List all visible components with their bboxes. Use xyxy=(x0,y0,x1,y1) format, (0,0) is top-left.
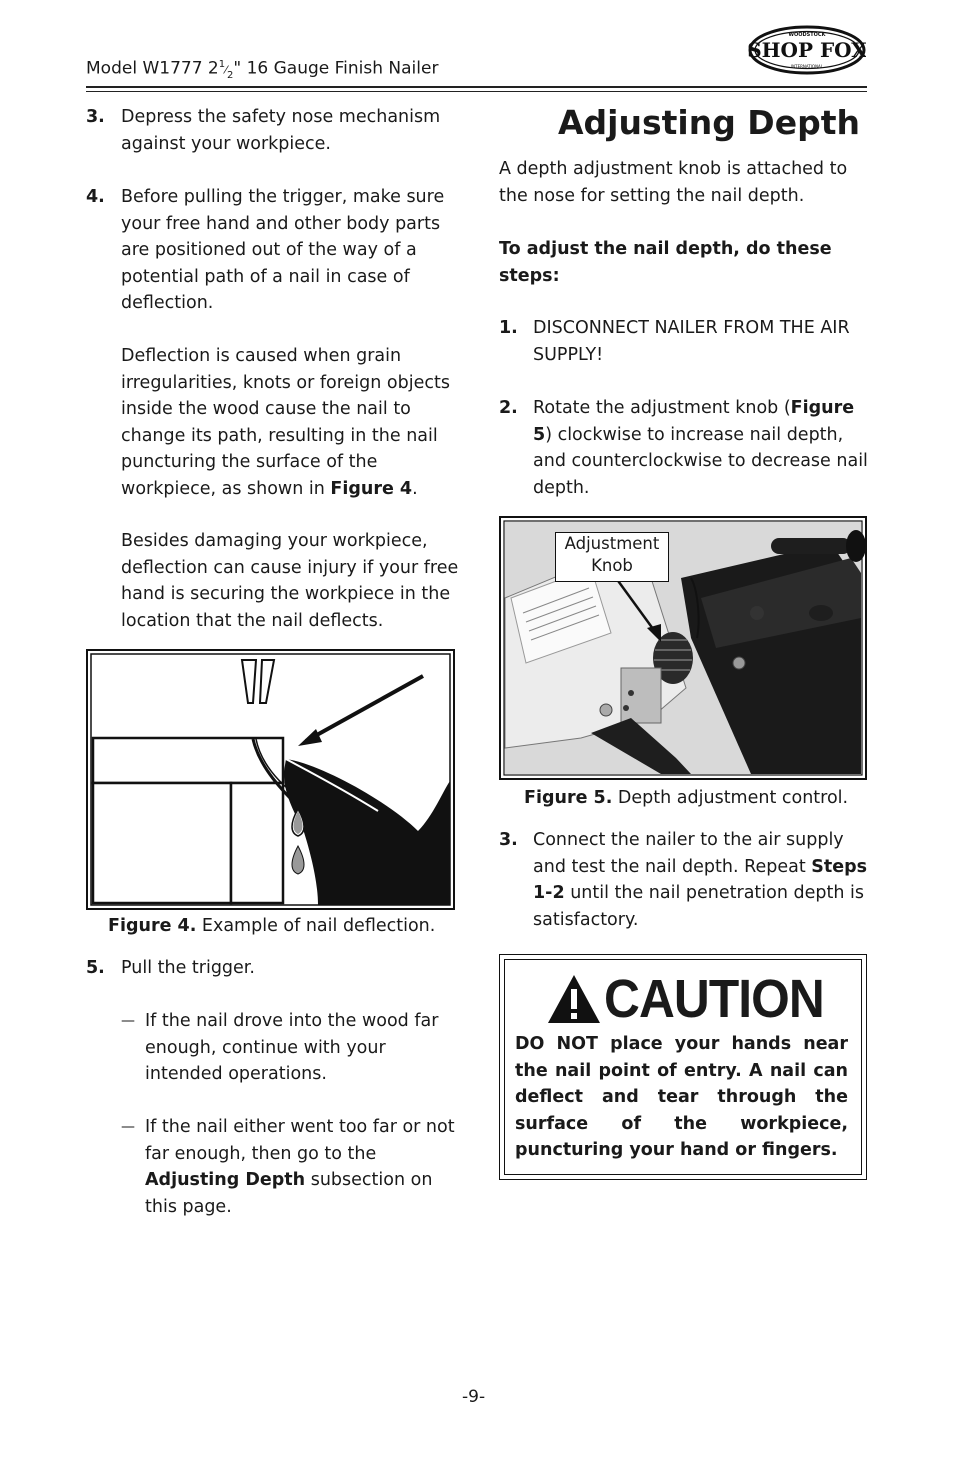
figure-5-label: Figure 5. xyxy=(524,788,613,808)
figure-5-frame xyxy=(499,516,867,780)
adjusting-depth-ref: Adjusting Depth xyxy=(145,1170,306,1190)
dash-1: — xyxy=(121,1013,135,1029)
step-3-text: Depress the safety nose mechanism against your workpiece. xyxy=(121,107,441,154)
figure-5-caption xyxy=(524,785,848,811)
figure-5-ref: Figure 5 xyxy=(533,398,855,445)
right-step-2-c: ) clockwise to increase nail depth, and counterclockwise to decrease nail depth. xyxy=(533,424,868,498)
right-step-2-a: Rotate the adjustment knob ( xyxy=(533,398,791,418)
page-number: -9- xyxy=(462,1387,486,1407)
steps-ref: Steps 1-2 xyxy=(533,856,868,903)
dash-1-text: If the nail drove into the wood far enough, continue with your intended operations. xyxy=(145,1011,439,1084)
header-rule-top xyxy=(86,86,867,88)
right-step-3-number: 3. xyxy=(499,830,518,850)
figure-4-illustration xyxy=(88,651,453,908)
figure-5-caption-text: Depth adjustment control. xyxy=(612,788,849,808)
dash-2-text xyxy=(145,1114,460,1220)
logo-text: SHOP FOX xyxy=(748,38,866,62)
header-rule-bottom xyxy=(86,91,867,92)
adjustment-knob-callout xyxy=(555,532,669,582)
deflection-text-end: . xyxy=(412,478,418,499)
intro-paragraph: A depth adjustment knob is attached to the nose for setting the nail depth. xyxy=(499,159,848,206)
callout-line-1: Adjustment xyxy=(564,534,660,553)
right-step-2-number: 2. xyxy=(499,398,518,418)
model-prefix: Model W1777 2 xyxy=(86,58,219,79)
step-5-text: Pull the trigger. xyxy=(121,958,255,978)
frac-num: 1 xyxy=(218,59,226,70)
right-step-3-a: Connect the nailer to the air supply and test the nail depth. Repeat xyxy=(533,830,844,877)
step-4-number: 4. xyxy=(86,187,105,207)
caution-box xyxy=(499,954,867,1180)
deflection-text: Deflection is caused when grain irregularities, knots or foreign objects inside the wood cause the nail to change its path, resulting in the nail puncturing the surface of the workpiece, as shown in xyxy=(121,346,450,499)
model-suffix: " 16 Gauge Finish Nailer xyxy=(233,58,439,79)
right-step-3-text xyxy=(533,827,869,933)
right-step-3-c: until the nail penetration depth is satisfactory. xyxy=(533,883,864,930)
caution-header xyxy=(546,971,843,1027)
steps-heading: To adjust the nail depth, do these steps: xyxy=(499,239,832,286)
dash-2-text-a: If the nail either went too far or not far enough, then go to the xyxy=(145,1117,455,1164)
figure-4-frame xyxy=(86,649,455,910)
figure-4-caption xyxy=(108,913,435,939)
right-step-1-number: 1. xyxy=(499,318,518,338)
section-title: Adjusting Depth xyxy=(558,103,860,142)
warning-triangle-icon xyxy=(546,973,602,1025)
figure-4-ref: Figure 4 xyxy=(330,478,413,499)
figure-4-caption-text: Example of nail deflection. xyxy=(196,916,436,936)
caution-word: CAUTION xyxy=(604,969,824,1029)
shop-fox-logo xyxy=(748,25,866,75)
figure-4-label: Figure 4. xyxy=(108,916,197,936)
deflection-paragraph xyxy=(121,343,461,502)
right-step-1-text: DISCONNECT NAILER FROM THE AIR SUPPLY! xyxy=(533,318,850,365)
step-4-text: Before pulling the trigger, make sure your free hand and other body parts are positioned out of the way of a potential path of a nail in case of deflection. xyxy=(121,187,445,313)
step-5-number: 5. xyxy=(86,958,105,978)
callout-line-2: Knob xyxy=(591,556,633,575)
dash-2: — xyxy=(121,1119,135,1135)
caution-text: DO NOT place your hands near the nail point of entry. A nail can deflect and tear through the surface of the workpiece, puncturing your hand or fingers. xyxy=(515,1034,848,1160)
logo-top-text: WOODSTOCK xyxy=(788,32,826,38)
frac-den: 2 xyxy=(226,70,234,82)
frac-slash: ⁄ xyxy=(225,63,227,77)
dash-2-text-c: subsection on this page. xyxy=(145,1170,433,1217)
step-3-number: 3. xyxy=(86,107,105,127)
logo-bottom-text: INTERNATIONAL xyxy=(790,64,824,69)
besides-paragraph: Besides damaging your workpiece, deflection can cause injury if your free hand is securing the workpiece in the location that the nail deflects. xyxy=(121,531,459,631)
right-step-2-text xyxy=(533,395,869,501)
header-model xyxy=(86,52,438,90)
